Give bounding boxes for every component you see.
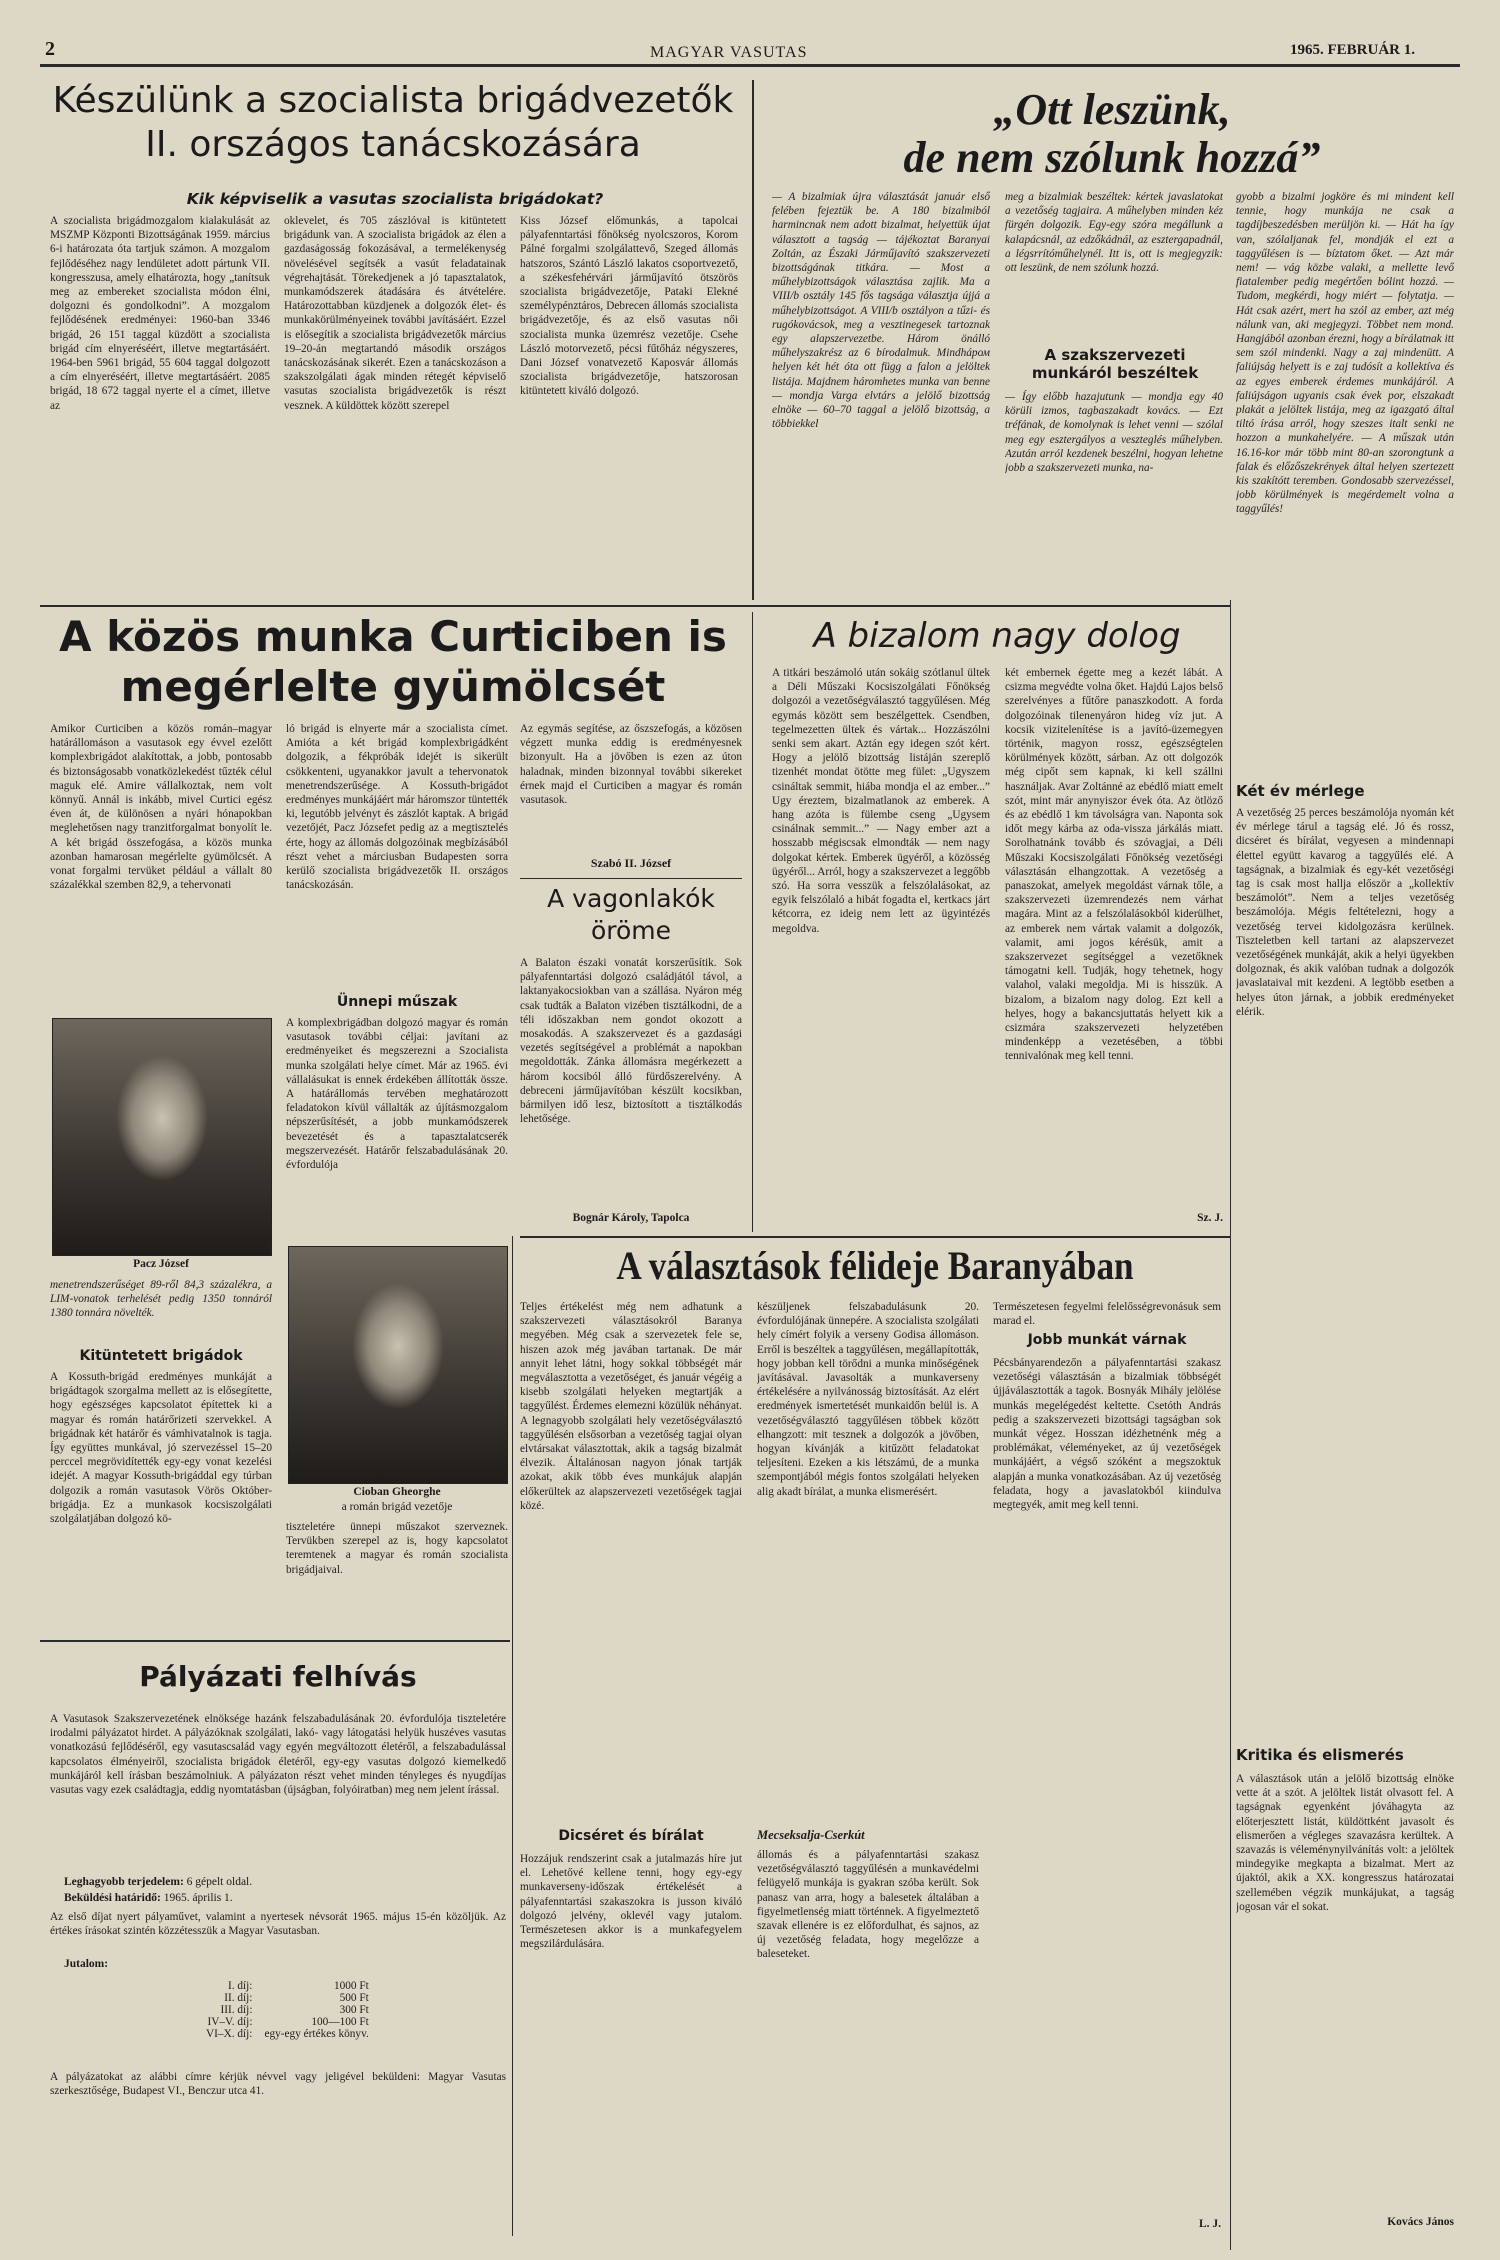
article8-title: Pályázati felhívás xyxy=(139,1660,417,1693)
vertical-divider-2 xyxy=(752,612,753,1232)
article5-title-line2: öröme xyxy=(590,916,672,945)
vertical-divider-1 xyxy=(752,80,754,600)
limit-label: Leghagyobb terjedelem: xyxy=(64,1876,184,1888)
prize-amount: 100—100 Ft xyxy=(311,2016,369,2028)
article8-more: Az első díjat nyert pályaművet, valamint a nyertesek névsorát 1965. május 15-én közöljük. Az értékes írásokat szintén közzétesszük a Magyar Vasutasban. xyxy=(50,1911,506,1938)
article6-sub3: Jobb munkát várnak xyxy=(1027,1332,1187,1348)
article3-title-line1: A közös munka Curticiben is xyxy=(59,612,727,661)
article8-body: A Vasutasok Szakszervezetének elnöksége hazánk felszabadulásának 20. évfordulója tiszteletére irodalmi pályázatot hirdet. A pályázóknak szolgálati, lakó- vagy látogatási helyük huszéves vasutas vonatkozású fejlődéséről, egy vasutascsalád vagy egyén megváltozott életéről, a felszabadulással kapcsolatos élményeiről, szocialista brigádok életéről, egy-egy vasutas dolgozó kiemelkedő munkájáról kell írásban beszámolniuk. A pályázaton részt vehet minden tényleges és nyugdíjas vasutas vagy ezek családtagja, eddig nyomtatásban (újságban, folyóiratban) meg nem jelent írással. xyxy=(50,1713,506,1797)
article4-col2: két embernek égette meg a kezét lábát. A csizma megvédte volna őket. Hajdú Lajos belső szerelvényes a fűtőre panaszkodott. A forda dolgozóinak tilenenyáron hideg víz jut. A kocsik vizitelenítése is a javító-üzemegyen történik, magyon rossz, egészségtelen körülmények között, sárban. Az ott dolgozók még cipőt sem kapnak, ki kell szállni használjak. Avar Zoltánné az ebédlő miatt emelt szót, mint már anynyiszor évek óta. Az ötlöző és az ebédlő 1 km távolságra van. Naponta sok időt megy kárba az oda-vissza járkálás miatt. Sorolhatnánk tovább és szóvagjai, a Déli Műszaki Kocsiszolgálati Főnökség vezetőségi választásán elhangzottak. A vezetőség a panaszokat, amelyek megoldást várnak tőle, a szakszervezeti üzemrendezés nem várhat magára. Mint az a felszólalásokból kiderülhet, az emberek nem vártak valamit a dolgozók, valamit, ami jogos kérésük, amit a szakszervezet segítséggel a vezetőknek támogatni kell. Tudják, hogy tehetnek, hogy valahol, valaki megoldja. Mi is hisszük. A bizalom, a bizalom nagy dolog. Ezt kell a helyes, hogy a bakancsjuttatás helyett kik a csizmára szakszervezeti helyzetében mindenképp a vezetésében, a többi tennivalónak meg kell tenni. xyxy=(1005,667,1223,1063)
article1-title-line2: II. országos tanácskozására xyxy=(145,124,641,165)
article5-title-line1: A vagonlakók xyxy=(547,884,715,913)
article8-footer: A pályázatokat az alábbi címre kérjük névvel vagy jeligével beküldeni: Magyar Vasutas szerkesztősége, Budapest VI., Benczur utca 41. xyxy=(50,2071,506,2098)
page-number: 2 xyxy=(45,38,55,60)
limit-value: 6 gépelt oldal. xyxy=(186,1876,253,1888)
article1-col1: A szocialista brigádmozgalom kialakulását az MSZMP Központi Bizottságának 1959. március 6-i határozata óta tartjuk számon. A mozgalom fejlődéséhez nagy lendületet adott pártunk VII. kongresszusa, amely elhatározta, hogy „tanítsuk meg az embereket szocialista módon élni, dolgozni és gondolkodni”. A mozgalom fejlődésének eredményei: 1960-ban 3346 brigád, 26 151 taggal küzdött a szocialista brigád cím elnyeréséért, illetve megtartásáért. 1964-ben 5961 brigád, 55 604 taggal dolgozott a cím elnyeréséért, illetve megtartásáért. 2085 brigád, 18 672 taggal nyerte el a címet, illetve az xyxy=(50,215,270,412)
article2-col1: — A bizalmiak újra választását január első felében fejeztük be. A 180 bizalmiból harmincnak nem adott bizalmat, helyettük újat választott a tagság — tájékoztat Baranyai Zoltán, az Északi Járműjavító szakszervezeti bizottságának titkára. — Most a műhelybizottságok választása zajlik. Ma a VIII/b osztály 145 fős tagsága választja újjá a műhelybizottságot. A VIII/b osztályon a tűzi- és rugókovácsok, meg a vesztinegesek tartoznak egy alapszervezetbe. Három önálló műhelyszakrész az 6 bírodalmuk. Mindháром helyen két hét óta ott függ a falon a jelöltek listája. Majdnem háromhetes munka van benne — mondja Varga elvtárs a jelölő bizottság elnöke — 60–70 taggal a jelölő bizottság, a többiekkel xyxy=(772,191,990,431)
prize-amount: 1000 Ft xyxy=(333,1980,369,1992)
article6-col3b: Pécsbányarendezőn a pályafenntartási szakasz vezetőségi választásán a bizalmiak többségét újjáválasztották a tagok. Bosnyák Mihály jelölése munkás megelégedést keltette. Csetóth András pedig a szakszervezeti bizottsági tagságban sok munkát végez. Hosszan idézhetnénk még a problémákat, véleményeket, az új vezetőségek munkájáért, a végső szóként a megszoktuk alapján a munka vonatkozásában. Az új vezetőség feladata, hogy a javaslatokból kiindulva megtegyék, amit meg kell tenni. xyxy=(993,1357,1221,1512)
photo-pacz-jozsef xyxy=(52,1018,272,1256)
article6-title: A választások félideje Baranyában xyxy=(616,1243,1134,1288)
article6-col2b: állomás és a pályafenntartási szakasz vezetőségválasztó taggyűlésén a munkavédelmi felügyelő munkája is gyakran szóba került. Sok panasz van arra, hogy a balesetek általában a figyelmetlenség miatt történnek. A figyelmeztető szavak ellenére is ez előfordulhat, és sajnos, az új vezetőség feladata, hogy megelőzze a baleseteket. xyxy=(757,1849,979,1961)
article4-author: Sz. J. xyxy=(1197,1212,1223,1224)
article2-title-line1: „Ott leszünk, xyxy=(993,85,1231,134)
issue-date: 1965. FEBRUÁR 1. xyxy=(1290,42,1416,58)
article7-sub1: Két év mérlege xyxy=(1236,782,1365,800)
article1-col2: oklevelet, és 705 zászlóval is kitüntetett brigádunk van. A szocialista brigádok az élen a gazdaságosság fokozásával, a termelékenység növelésével segítsék a vasút feladatainak végrehajtását. Törekedjenek a jó tapasztalatok, munkamódszerek átadására és átvételére. Határozottabban küzdjenek a dolgozók élet- és munkakörülményeinek további javításáért. Ezzel is elősegítik a szocialista brigádvezetők március 19–20-án megtartandó második országos tanácskozásának sikerét. Ezen a tanácskozáson a szakszolgálati ágak minden rétegét képviselő vasutas szocialista brigádvezetők is részt vesznek. A küldöttek között szerepel xyxy=(284,215,506,412)
article5-body: A Balaton északi vonatát korszerűsítik. Sok pályafenntartási dolgozó családjától távol, a laktanyakocsiokban van a szállása. Nyáron még csak tudták a Balaton vizében tisztálkodni, de a téli időszakban nem gondot okozott a mosakodás. A szakszervezet és a gazdasági vezetés segítségével a problémát a napokban megoldották. Zánka állomásra megérkezett a három kocsiból álló fürdőszerelvény. A debreceni járműjavítóban készült kocsikban, bármilyen idő lesz, biztosított a tisztálkodás lehetősége. xyxy=(520,957,742,1126)
prize-place: III. díj: xyxy=(220,2004,253,2016)
deadline-label: Beküldési határidő: xyxy=(64,1892,161,1904)
article3-author: Szabó II. József xyxy=(590,856,672,870)
horizontal-divider-3 xyxy=(40,1640,510,1642)
prize-row xyxy=(200,2004,375,2016)
article6-sub2: Mecseksalja-Cserkút xyxy=(757,1828,865,1842)
prize-table xyxy=(200,1980,375,2040)
article1-subtitle: Kik képviselik a vasutas szocialista brigádokat? xyxy=(186,190,604,208)
article7-body1: A vezetőség 25 perces beszámolója nyomán két év mérlege tárul a tagság elé. Jó és rossz, dicséret és bírálat, vegyesen a mindennapi élettel együtt kavarog a taggyűlés elé. A tagságnak, a bizalmiak és egy-két vezetőségi tag is csak most hallja először a „kollektív beszámolót”. Nem a teljes vezetőség beszámolója. Mégis feltételezni, hogy a vezetőség tervei kidolgozásra kerülnek. Tiszteletben kell tartani az alapszervezet vezetőségének munkáját, akik a helyi ügyekben dolgoznak, és akik valóban tudnak a dolgozók javaslataival mit kezdeni. A legtöbb esetben a helyes úton járnak, a jobbik eredményeket elérik. xyxy=(1236,807,1454,1018)
prize-place: IV–V. díj: xyxy=(207,2016,253,2028)
article3-col2b: A komplexbrigádban dolgozó magyar és román vasutasok további céljai: javítani az eredményeiket és megszerezni a Szocialista munka szolgálati helye címet. Már az 1965. évi vállalásukat is ennek érdekében állították össze. A határállomás tervében meghatározott feladatokon kívül vállalták az újításmozgalom népszerűsítését, a jobb munkamódszerek bevezetését és a tapasztalatcserék megszervezését. Határőr felszabadulásának 20. évfordulója xyxy=(286,1017,508,1172)
header-rule xyxy=(40,64,1460,67)
prize-row xyxy=(200,2016,375,2028)
prize-place: II. díj: xyxy=(224,1992,253,2004)
prizes-label: Jutalom: xyxy=(64,1958,109,1970)
article7-body2: A választások után a jelölő bizottság elnöke vette át a szót. A jelöltek listát olvasott fel. A tagságnak egyenként jóváhagyta az előterjesztett listát, küldöttként javasolt és elismerően a végleges szavazásra kerültek. A szavazás is véleménynyilvánítás volt: a jelöltek mindegyike megkapta a bizalmat. Mert az újaktól, akik a XX. kongresszus határozatai szellemében végzik munkájukat, a tagság jogosan vár el sokat. xyxy=(1236,1773,1454,1913)
article1-col3: Kiss József előmunkás, a tapolcai pályafenntartási főnökség nyolcszoros, Korom Pálné forgalmi szolgálattevő, Szeged állomás hatszoros, Szántó László lakatos csoportvezető, a székesfehérvári járműjavító ötszörös szocialista brigádvezetője, Pataki Elekné személypénztáros, Debrecen állomás szocialista brigádvezetője, és az első vasutas női szocialista munka üzemrész vezetője. Csehe László motorvezető, pécsi fűtőház négyszeres, Dani József vonatvezető Kaposvár állomás szocialista brigádvezetője, hatszorosan kitüntetett kiváló dolgozó. xyxy=(520,215,738,398)
photo1-caption: Pacz József xyxy=(133,1258,189,1270)
article3-col1c: A Kossuth-brigád eredményes munkáját a brigádtagok szorgalma mellett az is elősegítette, hogy egészséges kapcsolatot építettek ki a magyar és román határőrizeti szervekkel. A brigádnak két határőr és vámhivatalnok is tagja. Így együttes munkával, jó szervezéssel 15–20 perccel megrövidítették egy-egy vonat kezelési idejét. A magyar Kossuth-brigáddal egy túrban dolgozik a román vasutasok Vörös Október-brigádja. Ez a munkasok kocsiszolgálati szolgálatjában dolgozó kö- xyxy=(50,1371,272,1526)
prize-amount: 500 Ft xyxy=(339,1992,369,2004)
horizontal-divider-2 xyxy=(520,1236,1230,1238)
vertical-divider-3 xyxy=(1230,600,1231,2250)
article3-col2: ló brigád is elnyerte már a szocialista címet. Amióta a két brigád komplexbrigádként dolgozik, a fékpróbák idejét is sikerült csökkenteni, ugyanakkor javult a tehervonatok menetrendszerűsége. A Kossuth-brigádot eredményes munkájáért már háromszor tüntették ki, legutóbb jelvényt és zászlót kaptak. A brigád vezetőjét, Pacz Józsefet pedig az a megtisztelés érte, hogy az állomás dolgozóinak megbízásából részt vehet a márciusban Budapesten sorra kerülő szocialista brigádvezetők II. országos tanácskozásán. xyxy=(286,723,508,892)
article3-col2c: tiszteletére ünnepi műszakot szerveznek. Tervükben szerepel az is, hogy kapcsolatot teremtenek a magyar és román szocialista brigádjaival. xyxy=(286,1521,508,1576)
article6-col2: készüljenek felszabadulásunk 20. évfordulójának ünnepére. A szocialista szolgálati hely címért folyik a verseny Godisa állomáson. Erről is beszéltek a taggyűlésen, megállapították, hogy jobban kell törődni a munka minőségének javításával. Javasolták a munkaverseny értékelésére a nyilvánosság biztosítását. Az elért eredmények ismertetését munkaidőn belül is. A vezetőségválasztó taggyűlésen többek között elhangzott: mit tesznek a dolgozók a jövőben, hogyan kívánják a kitűzött feladatokat teljesíteni. Ezeken a kis létszámú, de a munka szempontjából mégis fontos szolgálati helyeken alig akadt bírálat, a munka elismerésért. xyxy=(757,1301,979,1498)
article2-col2: meg a bizalmiak beszéltek: kértek javaslatokat a vezetőség tagjaira. A műhelyben minden kéz fürgén dolgozik. Egy-egy szóra megállunk a kalapácsnál, az edzőkádnál, az esztergapadnál, a légsrrítóműhelynél. Itt is, ott is megjegyzik: ott leszünk, de nem szólunk hozzá. xyxy=(1005,191,1223,275)
article8-deadline xyxy=(64,1892,233,1904)
prize-row xyxy=(200,2028,375,2040)
article3-sub2: Ünnepi műszak xyxy=(336,994,458,1010)
prize-row xyxy=(200,1980,375,1992)
vertical-divider-4 xyxy=(512,1236,513,2236)
article6-col1b: Hozzájuk rendszerint csak a jutalmazás híre jut el. Lehetővé kellene tenni, hogy egy-egy munkaverseny-időszak értékelését a pályafenntartási szakaszokra is jusson kiváló dolgozó jelvény, oklevél vagy jutalom. Természetesen akkor is a munkafegyelem megszilárdulására. xyxy=(520,1853,742,1951)
article6-col1: Teljes értékelést még nem adhatunk a szakszervezeti választásokról Baranya megyében. Még csak a szervezetek fele se, hiszen azok még javában tartanak. De már annyit lehet látni, hogy sokkal többségét már megválasztotta a vezetőséget, és január végéig a kisebb szolgálati helyeken megtartják a taggyűlést. Érdemes elemezni közülük néhányat. A legnagyobb szolgálati hely vezetőségválasztó taggyűlésén elsősorban a vezetőség tagjai olyan elvtársakat választottak, akik a tagság bizalmát élvezik. Általánosan nagyon jónak tartják azokat, akik több éves munkájuk alapján előkerültek az alapszervezeti vezetőségek tagjai közé. xyxy=(520,1301,742,1512)
article1-title-line1: Készülünk a szocialista brigádvezetők xyxy=(52,80,734,121)
article8-limit xyxy=(64,1876,252,1888)
article7-author: Kovács János xyxy=(1387,2216,1454,2228)
article3-col3: Az egymás segítése, az őszszefogás, a közösen végzett munka eddig is eredményesnek bizonyult. Ha a jövőben is ezen az úton haladnak, minden bizonnyal további sikereket érnek majd el Curticiben a magyar és román vasutasok. xyxy=(520,723,742,807)
article3-title-line2: megérlelte gyümölcsét xyxy=(120,662,666,711)
prize-place: I. díj: xyxy=(227,1980,253,1992)
prize-row xyxy=(200,1992,375,2004)
photo-cioban-gheorghe xyxy=(288,1246,508,1484)
article3-col1b: menetrendszerűséget 89-ről 84,3 százalékra, a LIM-vonatok terhelését pedig 1350 tonnáról 1380 tonnára növelték. xyxy=(50,1279,272,1320)
article7-sub2: Kritika és elismerés xyxy=(1236,1746,1404,1764)
article6-author: L. J. xyxy=(1198,2218,1221,2230)
prize-amount: egy-egy értékes könyv. xyxy=(264,2028,369,2040)
deadline-value: 1965. április 1. xyxy=(163,1892,233,1904)
article6-col3: Természetesen fegyelmi felelősségrevonásuk sem marad el. xyxy=(993,1301,1221,1328)
article5-author: Bognár Károly, Tapolca xyxy=(572,1212,690,1224)
article6-sub1: Dicséret és bírálat xyxy=(558,1828,704,1844)
article2-subhead: A szakszervezeti munkáról beszéltek xyxy=(1031,346,1199,382)
article2-col3: gyobb a bizalmi jogköre és mi mindent kell tennie, hogy munkája ne csak a tagdíjbeszedésben merüljön ki. — Hát ha így van, szólaljanak fel, mondják el ezt a taggyűlésen is — bíztatom őket. — Azt már nem! — vág közbe valaki, a mellette levő fiatalember pedig megértően bólint hozzá. — Tudom, megkérdi, hogy miért — folytatja. — Hát csak azért, mert ha szól az ember, azt még nálunk van, aki megjegyzi. Többet nem mond. Hangjából azonban érezni, hogy a bírálatnak itt sem szól mindenki. Nagy a zaj mindenütt. A faliújság helyett is e zaj tudósít a kollektíva és az egyes emberek érdemes munkájáról. A faliújságon ugyanis csak évek por, elszakadt plakát a jelöltek listája, meg az igazgató által tiltó írása arról, hogy szeszes italt senki ne hozzon a munkahelyére. — A műszak után 16.16-kor már több mint 80-an szorongtunk a falak és előzőszekrények által helyen szertezett kis szakítótt teremben. Gondosabb szervezéssel, jobb körülmények is megérdemelt volna a taggyűlés! xyxy=(1236,191,1454,516)
article4-col1: A titkári beszámoló után sokáig szótlanul ültek a Déli Műszaki Kocsiszolgálati Főnökség dolgozói a vezetőségválasztó taggyűlésen. Még egymás között sem beszélgettek. Csendben, tegelmezetten ültek és vártak... Hozzászólni senki sem akart. Aztán egy idegen szót kért. Hogy a jelölő bizottság listáján szereplő tizenhét mondat ötötte meg fület: „Ugyszem csináltak semmit, hiába mondja el az ember...” Ugy éreztem, bizalmatlanok az emberek. A hang azóta is fülembe cseng „Ugysem csinálnak semmit...” — Nagy ember azt a hosszabb mégiscsak elmondták — nem nagy dolgokat kértek. Emberek ügyéről, a közösség ügyéről... Arról, hogy a szakszervezet a leggőbb szó. Ha sorra vesszük a felszólalásokat, az egyik felszólaló a hibát fogadta el, kertkacs járt kétcorra, ez ideig nem lett az ügyintézés megoldva. xyxy=(772,667,990,935)
horizontal-divider-1 xyxy=(40,605,1230,607)
article3-col1: Amikor Curticiben a közös román–magyar határállomáson a vasutasok egy évvel ezelőtt komplexbrigádot alakítottak, a jobb, pontosabb és biztonságosabb vonatközlekedést tűzték célul maguk elé. Amire vállalkoztak, nem volt könnyű. Annál is inkább, mivel Curtici egész éven át, de különösen a nyári hónapokban meglehetősen nagy tranzitforgalmat bonyolít le. A két brigád összefogása, a közös munka azonban hamarosan megérlelte gyümölcsét. A vonat forgalmi tervüket például a vállalt 80 százalékkal szemben 82,9, a tehervonati xyxy=(50,723,272,892)
photo2-caption-role: a román brigád vezetője xyxy=(341,1501,453,1513)
photo2-caption-name: Cioban Gheorghe xyxy=(353,1486,441,1498)
article4-title: A bizalom nagy dolog xyxy=(813,616,1181,656)
prize-amount: 300 Ft xyxy=(339,2004,369,2016)
article2-title-line2: de nem szólunk hozzá” xyxy=(903,133,1321,182)
vagonlakok-box-top xyxy=(520,878,742,879)
paper-name: MAGYAR VASUTAS xyxy=(650,44,808,61)
article3-sub1: Kitüntetett brigádok xyxy=(79,1348,243,1364)
article2-col2b: — Így előbb hazajutunk — mondja egy 40 körüli izmos, tagbaszakadt kovács. — Ezt tréfának, de komolynak is lehet venni — szólal meg egy esztergályos a veszteglés műhelyben. Azután arról kezdenek beszélni, hogyan lehetne jobb a szakszervezeti munka, na- xyxy=(1005,391,1223,475)
prize-place: VI–X. díj: xyxy=(206,2028,253,2040)
